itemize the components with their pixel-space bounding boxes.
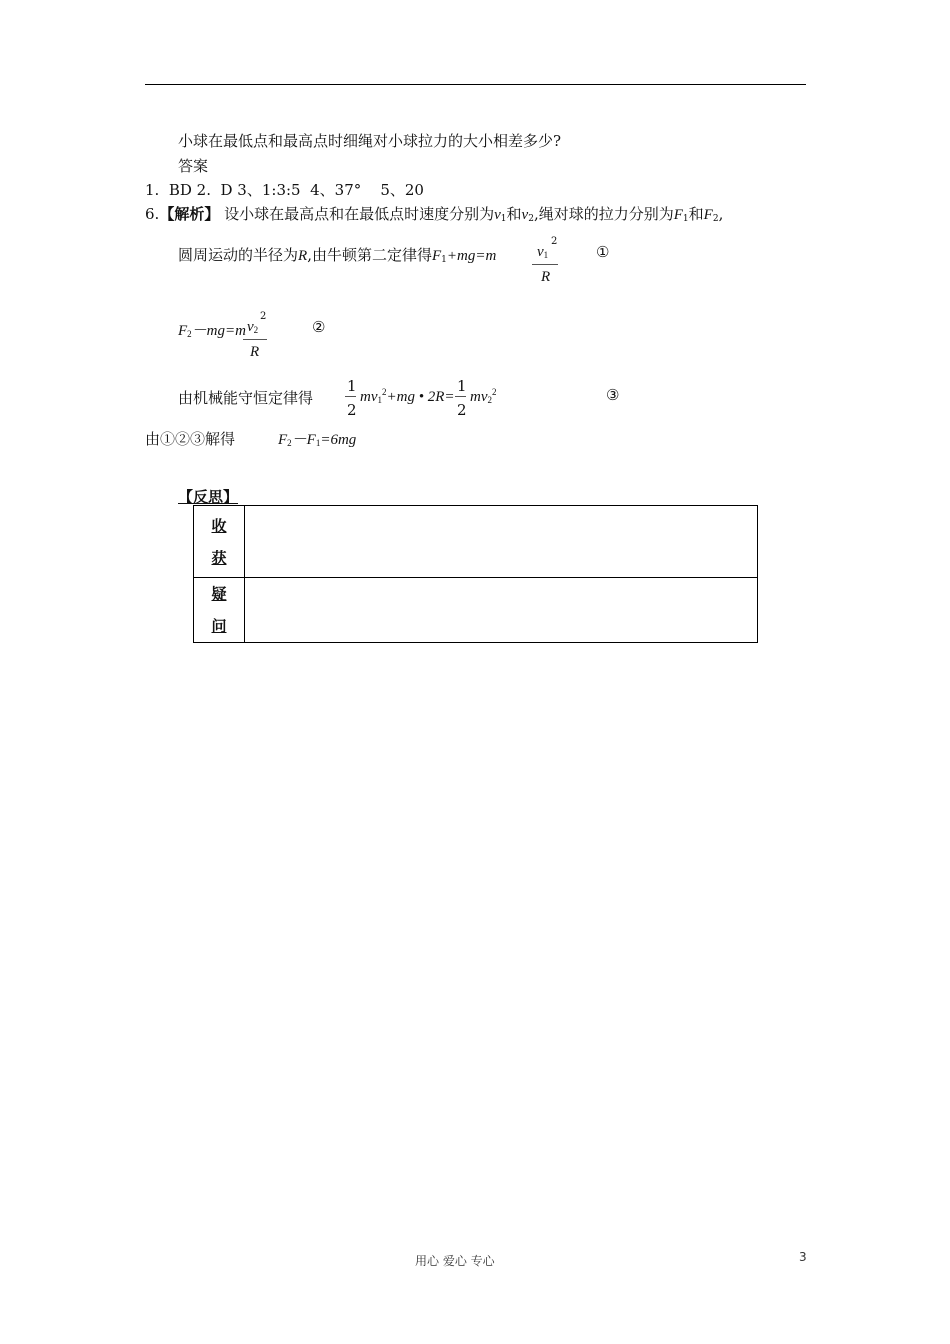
header-rule bbox=[145, 84, 806, 85]
solution-line-3: 由机械能守恒定律得 bbox=[178, 389, 314, 407]
eq3-half-bar-1 bbox=[345, 396, 356, 397]
solution-number: 6. bbox=[145, 205, 160, 223]
reflection-heading: 【反思】 bbox=[178, 488, 239, 506]
eq3-rhs: $mv_2^2$ bbox=[470, 387, 497, 405]
equation-mark-1: ① bbox=[596, 243, 610, 261]
eq2-fraction-bar bbox=[243, 339, 267, 340]
eq3-half-num-2: 1 bbox=[457, 377, 467, 395]
solution-tag: 【解析】 bbox=[159, 205, 220, 223]
answer-heading: 答案 bbox=[178, 157, 209, 175]
reflection-gains-cell[interactable] bbox=[245, 506, 758, 578]
eq2-numerator: $v_2$ bbox=[247, 319, 259, 335]
reflection-questions-cell[interactable] bbox=[245, 578, 758, 643]
eq1-numerator: $v_1$ bbox=[537, 244, 549, 260]
page-number: 3 bbox=[799, 1250, 807, 1264]
eq1-square: 2 bbox=[551, 236, 558, 247]
footer-slogan: 用心 爱心 专心 bbox=[415, 1254, 495, 1268]
eq3-body: $mv_1^2+mg$ • 2R= bbox=[360, 387, 455, 405]
equation-mark-3: ③ bbox=[606, 386, 620, 404]
eq3-half-num-1: 1 bbox=[347, 377, 357, 395]
eq3-half-den-2: 2 bbox=[457, 401, 467, 419]
eq1-denominator: R bbox=[541, 269, 551, 285]
solution-line-4: 由①②③解得 bbox=[145, 430, 236, 448]
eq3-half-bar-2 bbox=[455, 396, 466, 397]
result-equation: $F_2-F_1=6mg$ bbox=[278, 432, 357, 448]
eq2-denominator: R bbox=[250, 344, 260, 360]
answer-list: 1. BD 2. D 3、1:3:5 4、37° 5、20 bbox=[145, 181, 424, 199]
reflection-row-gains bbox=[194, 506, 758, 578]
equation-mark-2: ② bbox=[312, 318, 326, 336]
reflection-table bbox=[193, 505, 758, 643]
reflection-label-questions: 疑 问 bbox=[194, 578, 245, 643]
reflection-row-questions bbox=[194, 578, 758, 643]
solution-line-1: 6.【解析】 设小球在最高点和在最低点时速度分别为$v_1$和$v_2$,绳对球的拉力分别为$F_1$和$F_2$, bbox=[145, 205, 724, 224]
question-text: 小球在最低点和最高点时细绳对小球拉力的大小相差多少? bbox=[178, 132, 562, 150]
reflection-label-gains: 收 获 bbox=[194, 506, 245, 578]
solution-line-2: 圆周运动的半径为R,由牛顿第二定律得$F_1+mg=m$ bbox=[178, 246, 497, 265]
eq2-square: 2 bbox=[260, 311, 267, 322]
eq1-fraction-bar bbox=[532, 264, 558, 265]
eq2-lhs: $F_2-mg=m$ bbox=[178, 323, 246, 339]
eq3-half-den-1: 2 bbox=[347, 401, 357, 419]
